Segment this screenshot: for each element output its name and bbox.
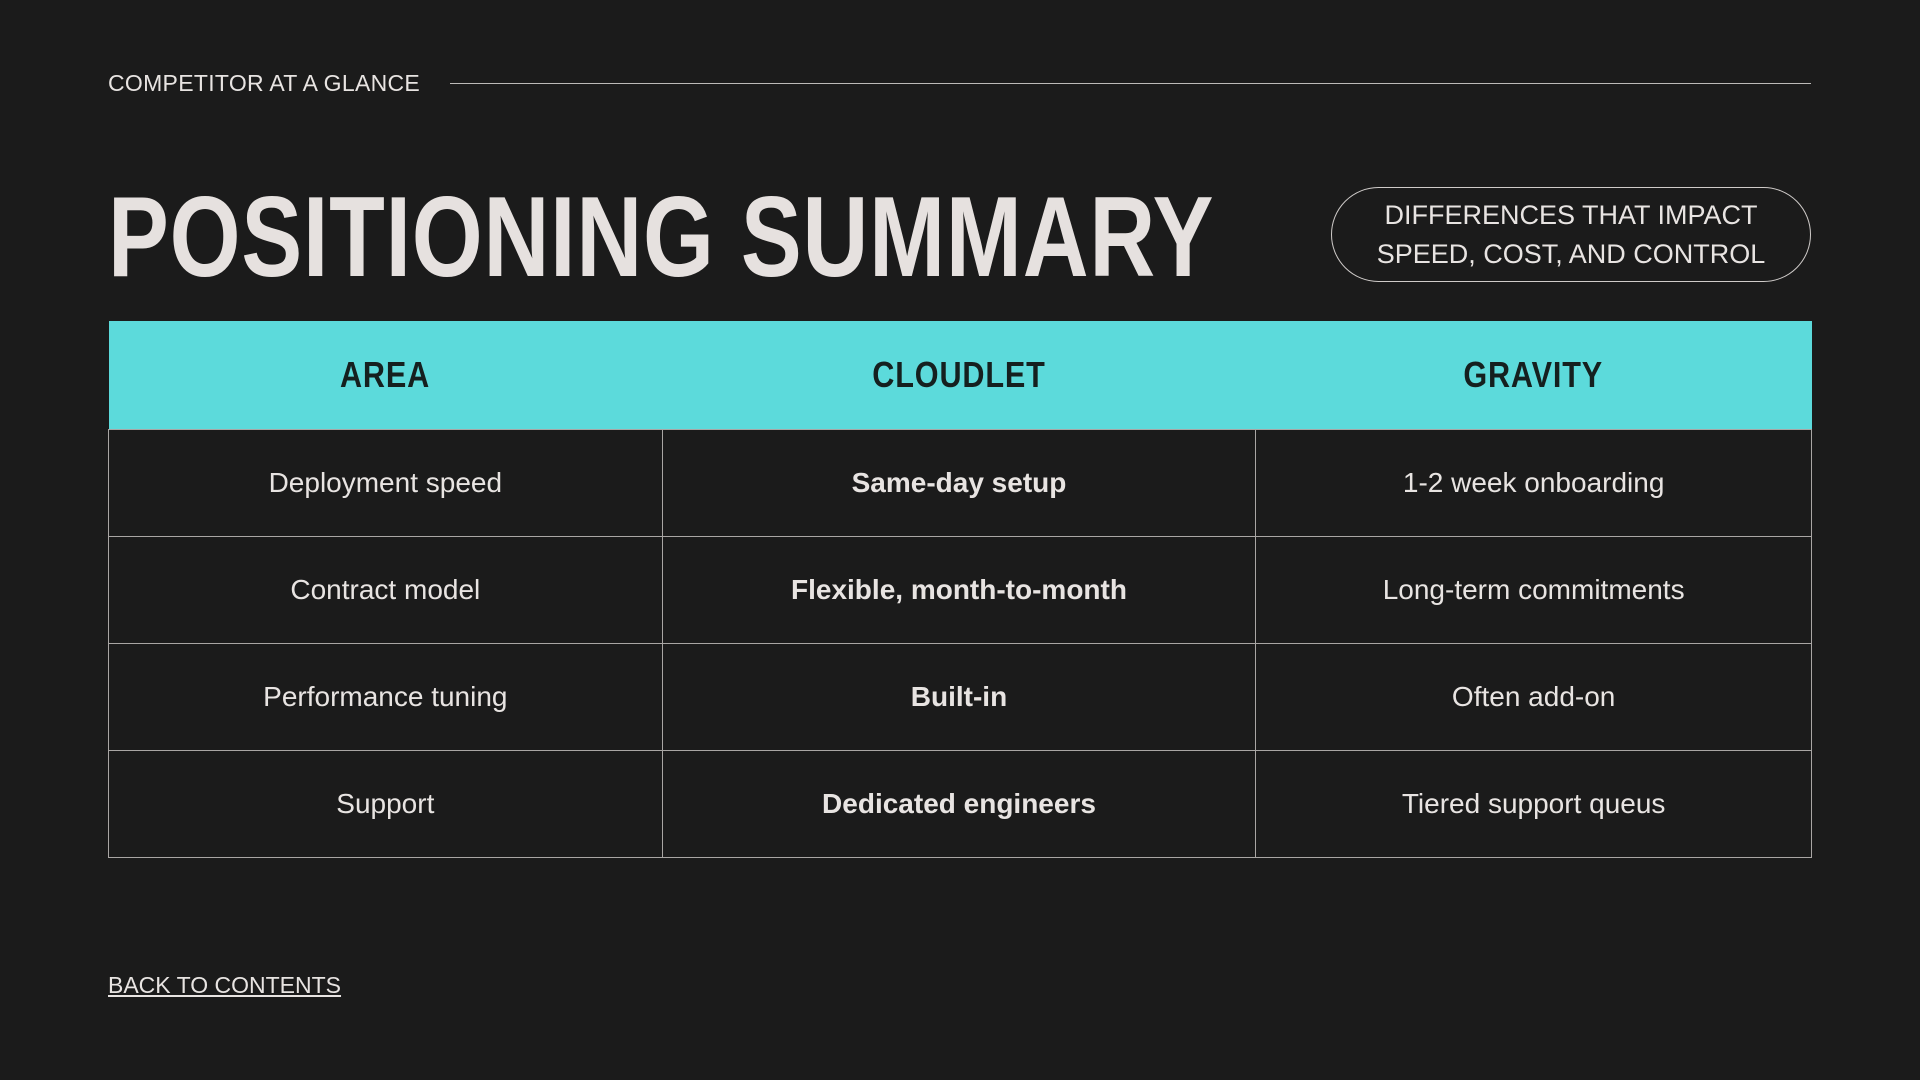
page-title: POSITIONING SUMMARY [108,174,1215,301]
table-row [109,537,1812,644]
divider-line [450,83,1811,84]
gravity-cell: Often add-on [1256,644,1812,751]
cloudlet-cell: Dedicated engineers [662,751,1256,858]
area-cell: Support [109,751,663,858]
column-header-gravity: GRAVITY [1256,321,1812,430]
table-row [109,751,1812,858]
section-eyebrow: COMPETITOR AT A GLANCE [108,70,421,96]
area-cell: Contract model [109,537,663,644]
area-cell: Performance tuning [109,644,663,751]
gravity-cell: Long-term commitments [1256,537,1812,644]
pill-line-2: SPEED, COST, AND CONTROL [1376,238,1766,269]
table-row [109,644,1812,751]
table-row [109,430,1812,537]
cloudlet-cell: Built-in [662,644,1256,751]
gravity-cell: Tiered support queus [1256,751,1812,858]
area-cell: Deployment speed [109,430,663,537]
table-header-row [109,321,1812,430]
subtitle-pill [1331,187,1811,282]
cloudlet-cell: Same-day setup [662,430,1256,537]
gravity-cell: 1-2 week onboarding [1256,430,1812,537]
column-header-area: AREA [109,321,663,430]
cloudlet-cell: Flexible, month-to-month [662,537,1256,644]
back-to-contents-link[interactable]: BACK TO CONTENTS [108,972,342,998]
comparison-table [108,321,1812,858]
pill-line-1: DIFFERENCES THAT IMPACT [1384,199,1758,230]
column-header-cloudlet: CLOUDLET [662,321,1256,430]
